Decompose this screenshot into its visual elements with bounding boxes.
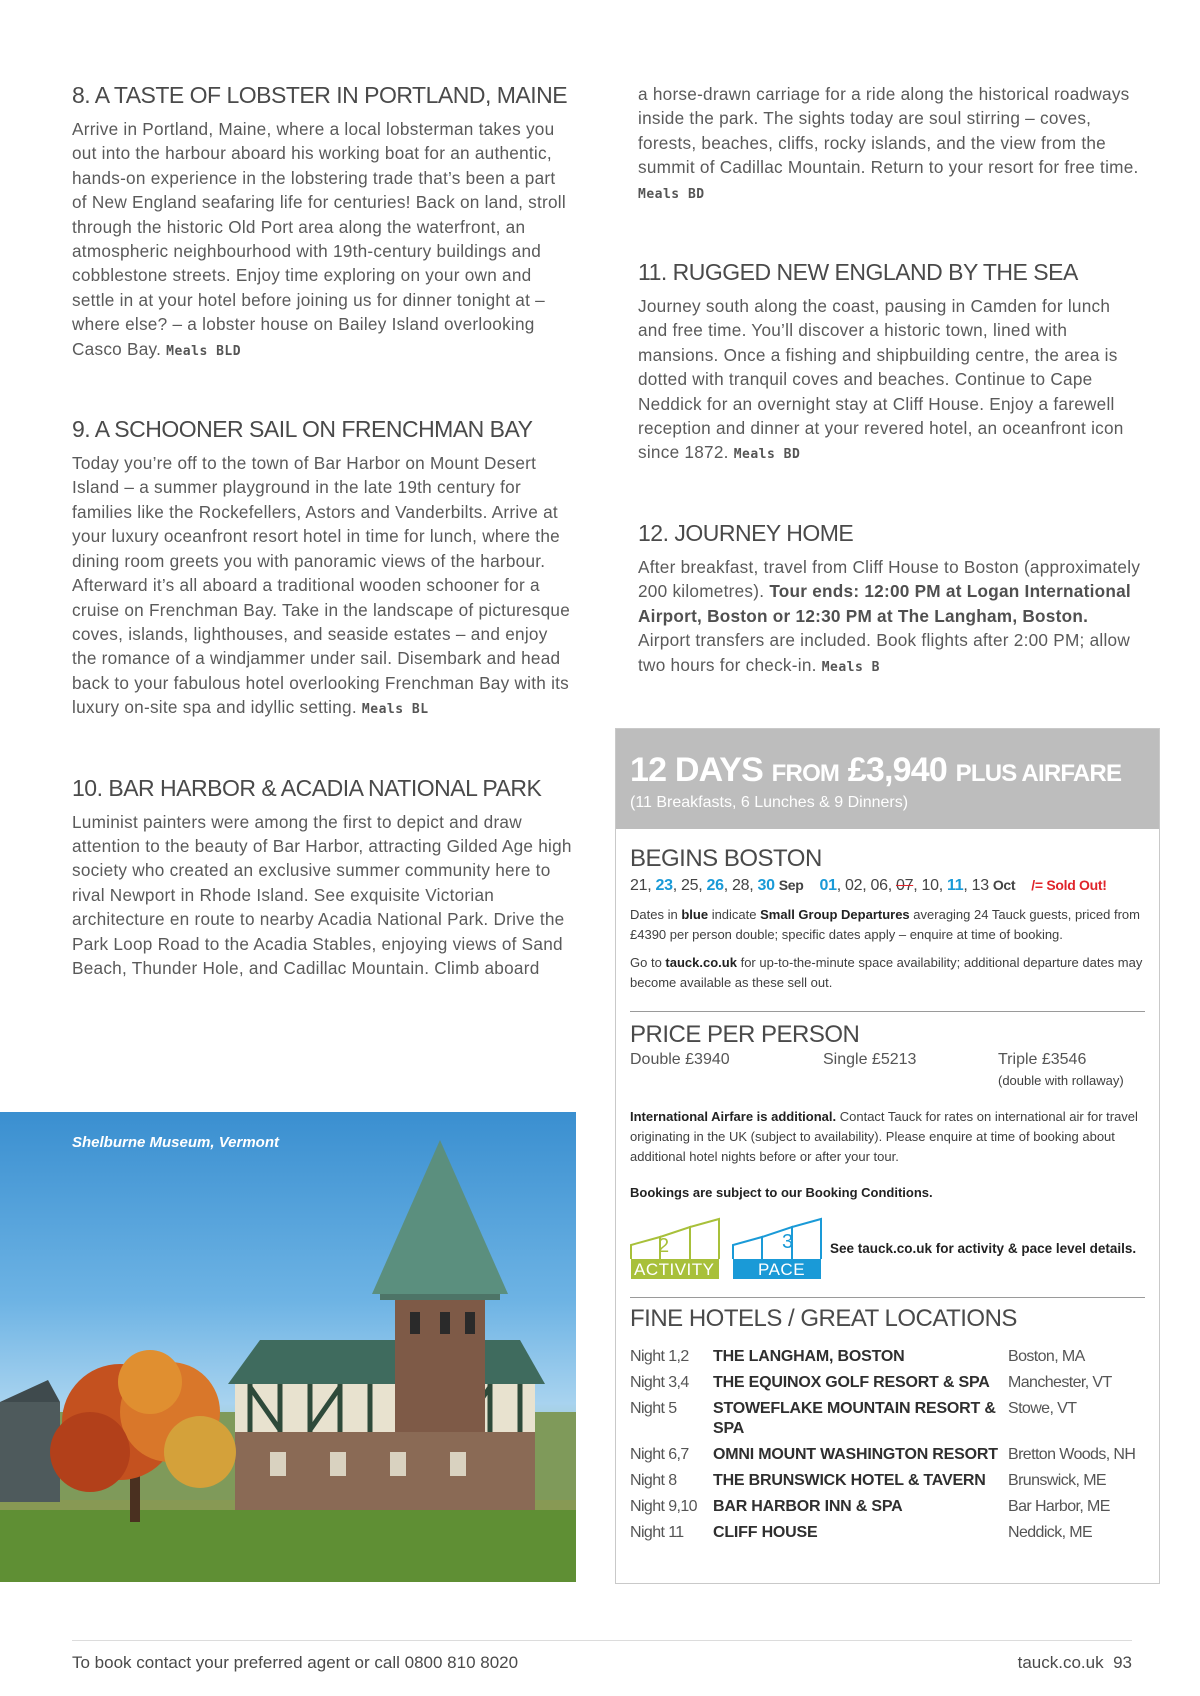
pace-number: 3 xyxy=(782,1231,794,1253)
hotel-name: OMNI MOUNT WASHINGTON RESORT xyxy=(713,1446,998,1463)
day-12 xyxy=(638,520,1143,680)
left-column xyxy=(72,82,572,980)
day-10-title: 10. BAR HARBOR & ACADIA NATIONAL PARK xyxy=(72,774,542,801)
divider xyxy=(630,1297,1145,1298)
activity-number: 2 xyxy=(658,1235,670,1257)
price-triple: Triple £3546 xyxy=(998,1051,1087,1068)
departure-date: 13 xyxy=(971,877,989,894)
price-header xyxy=(616,729,1159,829)
hotel-row xyxy=(630,1347,1150,1367)
day-9 xyxy=(72,416,572,722)
tauck-link[interactable]: tauck.co.uk xyxy=(665,955,737,970)
price-single: Single £5213 xyxy=(823,1051,917,1068)
hotel-name: BAR HARBOR INN & SPA xyxy=(713,1498,903,1515)
departure-date: 07 xyxy=(895,877,914,894)
day-12-body: After breakfast, travel from Cliff House to Boston (approximately 200 kilometres). Tour ends: 12:00 PM at Logan International Airport, Boston or 12:30 PM at The Langham, Boston. Airport transfers are included. Book flights after 2:00 PM; allow two hours for check-in. Meals B xyxy=(638,556,1141,675)
small-group-note: Dates in blue indicate Small Group Departures averaging 24 Tauck guests, priced from £4390 per person double; specific dates apply – enquire at time of booking. xyxy=(630,907,1140,942)
hotel-nights: Night 3,4 xyxy=(630,1374,689,1391)
availability-note: Go to tauck.co.uk for up-to-the-minute space availability; additional departure dates may become available as these sell out. xyxy=(630,955,1143,990)
hotel-nights: Night 9,10 xyxy=(630,1498,697,1515)
hotel-row xyxy=(630,1445,1150,1465)
hotel-name: STOWEFLAKE MOUNTAIN RESORT & SPA xyxy=(713,1400,996,1437)
photo-caption: Shelburne Museum, Vermont xyxy=(72,1134,279,1151)
sold-out-key: /= Sold Out! xyxy=(1031,877,1107,893)
levels-section xyxy=(630,1217,1145,1287)
hotel-name: CLIFF HOUSE xyxy=(713,1524,818,1541)
month-sep: Sep xyxy=(778,877,804,893)
day-12-meals: Meals B xyxy=(821,659,880,675)
pace-label: PACE xyxy=(758,1260,806,1279)
day-8-title: 8. A TASTE OF LOBSTER IN PORTLAND, MAINE xyxy=(72,82,568,108)
hotel-nights: Night 1,2 xyxy=(630,1348,689,1365)
hotel-location: Bretton Woods, NH xyxy=(1008,1446,1136,1463)
hotel-location: Brunswick, ME xyxy=(1008,1472,1106,1489)
booking-conditions: Bookings are subject to our Booking Conditions. xyxy=(630,1185,933,1200)
departure-date: 26 xyxy=(706,877,724,894)
departure-date: 02 xyxy=(844,877,863,894)
hotel-row xyxy=(630,1497,1150,1517)
divider xyxy=(630,1011,1145,1012)
day-11 xyxy=(638,259,1143,468)
hotel-nights: Night 11 xyxy=(630,1524,684,1541)
meals-summary: (11 Breakfasts, 6 Lunches & 9 Dinners) xyxy=(630,794,909,811)
footer-right xyxy=(1018,1653,1132,1673)
hotel-location: Boston, MA xyxy=(1008,1348,1085,1365)
day-11-title: 11. RUGGED NEW ENGLAND BY THE SEA xyxy=(638,259,1078,286)
price-section xyxy=(630,1021,1145,1203)
right-column xyxy=(638,82,1143,680)
departure-date: 10 xyxy=(921,877,939,894)
day-12-title: 12. JOURNEY HOME xyxy=(638,519,854,546)
day-10-body: Luminist painters were among the first to depict and draw attention to the beauty of Bar Harbor, attracting Gilded Age high society who created an exclusive summer community here to rival Newport in Rhode Island. See exquisite Victorian architecture en route to nearby Acadia National Park. Drive the Park Loop Road to the Acadia Stables, enjoying views of Sand Beach, Thunder Hole, and Cadillac Mountain. Climb aboard xyxy=(72,811,572,978)
hotel-location: Manchester, VT xyxy=(1008,1374,1112,1391)
hotel-location: Bar Harbor, ME xyxy=(1008,1498,1110,1515)
page-number: 93 xyxy=(1113,1653,1132,1672)
price-title: PRICE PER PERSON xyxy=(630,1021,860,1048)
departure-date: 30 xyxy=(757,877,775,894)
hotels-title: FINE HOTELS / GREAT LOCATIONS xyxy=(630,1305,1017,1332)
tour-ends-note: Tour ends: 12:00 PM at Logan International Airport, Boston or 12:30 PM at The Langham, Boston. xyxy=(638,581,1131,626)
day-8 xyxy=(72,82,572,364)
day-8-meals: Meals BLD xyxy=(166,343,242,359)
airfare-note: International Airfare is additional. Contact Tauck for rates on international air for travel originating in the UK (subject to availability). Please enquire at time of booking about additional hotel nights before or after your tour. xyxy=(630,1109,1138,1164)
departure-date: 06 xyxy=(870,877,888,894)
hotel-location: Neddick, ME xyxy=(1008,1524,1093,1541)
hotel-nights: Night 8 xyxy=(630,1472,677,1489)
page-footer xyxy=(72,1640,1132,1673)
day-9-meals: Meals BL xyxy=(361,702,429,718)
day-11-meals: Meals BD xyxy=(733,447,801,463)
departure-date: 11 xyxy=(946,877,964,894)
hotels-list xyxy=(630,1347,1150,1549)
day-9-title: 9. A SCHOONER SAIL ON FRENCHMAN BAY xyxy=(72,416,533,443)
photo-illustration xyxy=(0,1112,576,1582)
hotel-name: THE EQUINOX GOLF RESORT & SPA xyxy=(713,1374,990,1391)
price-double: Double £3940 xyxy=(630,1051,730,1068)
departure-date: 28 xyxy=(732,877,750,894)
headline: 12 DAYS FROM £3,940 PLUS AIRFARE xyxy=(630,751,1122,789)
day-11-body: Journey south along the coast, pausing in Camden for lunch and free time. You’ll discover a historic town, lined with mansions. Once a fishing and shipbuilding centre, the area is dotted with tranquil coves and beaches. Continue to Cape Neddick for an overnight stay at Cliff House. Enjoy a farewell reception and dinner at your revered hotel, an oceanfront icon since 1872. Meals BD xyxy=(638,296,1124,463)
hotel-row xyxy=(630,1471,1150,1491)
departure-date: 01 xyxy=(819,877,837,894)
hotel-row xyxy=(630,1399,1150,1439)
day-10-continued xyxy=(638,82,1143,207)
hotel-location: Stowe, VT xyxy=(1008,1400,1077,1417)
site-link[interactable]: tauck.co.uk xyxy=(1017,1653,1104,1672)
departure-date: 23 xyxy=(655,877,673,894)
hotel-name: THE BRUNSWICK HOTEL & TAVERN xyxy=(713,1472,986,1489)
departure-dates: 21, 23, 25, 26, 28, 30 Sep 01, 02, 06, 07, 10, 11, 13 Oct /= Sold Out! xyxy=(630,877,1107,894)
begins-title: BEGINS BOSTON xyxy=(630,845,822,872)
hotel-nights: Night 6,7 xyxy=(630,1446,689,1463)
hotel-name: THE LANGHAM, BOSTON xyxy=(713,1348,905,1365)
departure-date: 25 xyxy=(681,877,699,894)
day-10 xyxy=(72,775,572,981)
hotel-nights: Night 5 xyxy=(630,1400,677,1417)
departure-date: 21 xyxy=(630,877,648,894)
hotel-row xyxy=(630,1523,1150,1543)
price-triple-note: (double with rollaway) xyxy=(998,1073,1124,1088)
activity-label: ACTIVITY xyxy=(634,1260,715,1279)
day-10-body-continued: a horse-drawn carriage for a ride along the historical roadways inside the park. The sights today are soul stirring – coves, forests, beaches, cliffs, rocky islands, and the view from the summit of Cadillac Mountain. Return to your resort for free time. Meals BD xyxy=(638,84,1139,202)
day-9-body: Today you’re off to the town of Bar Harbor on Mount Desert Island – a summer playground in the late 19th century for families like the Rockefellers, Astors and Vanderbilts. Arrive at your luxury oceanfront resort hotel in time for lunch, where the dining room greets you with panoramic views of the harbour. Afterward it’s all aboard a traditional wooden schooner for a cruise on Frenchman Bay. Take in the landscape of picturesque coves, islands, lighthouses, and seaside estates – and enjoy the romance of a windjammer under sail. Disembark and head back to your fabulous hotel overlooking Frenchman Bay with its luxury on-site spa and idyllic setting. Meals BL xyxy=(72,453,571,718)
levels-note: See tauck.co.uk for activity & pace level details. xyxy=(830,1241,1137,1256)
month-oct: Oct xyxy=(992,877,1016,893)
hotel-row xyxy=(630,1373,1150,1393)
day-8-body: Arrive in Portland, Maine, where a local lobsterman takes you out into the harbour aboard his working boat for an authentic, hands-on experience in the lobstering trade that’s been a part of New England seafaring life for centuries! Back on land, stroll through the historic Old Port area along the waterfront, an atmospheric neighbourhood with 19th-century buildings and cobblestone streets. Enjoy time exploring on your own and settle in at your hotel before joining us for dinner tonight at – where else? – a lobster house on Bailey Island overlooking Casco Bay. Meals BLD xyxy=(72,119,566,359)
day-10-meals: Meals BD xyxy=(638,186,705,202)
booking-contact: To book contact your preferred agent or call 0800 810 8020 xyxy=(72,1653,519,1672)
shelburne-museum-photo xyxy=(0,1112,576,1582)
departures-section xyxy=(630,845,1145,993)
tour-info-box xyxy=(615,728,1160,1584)
